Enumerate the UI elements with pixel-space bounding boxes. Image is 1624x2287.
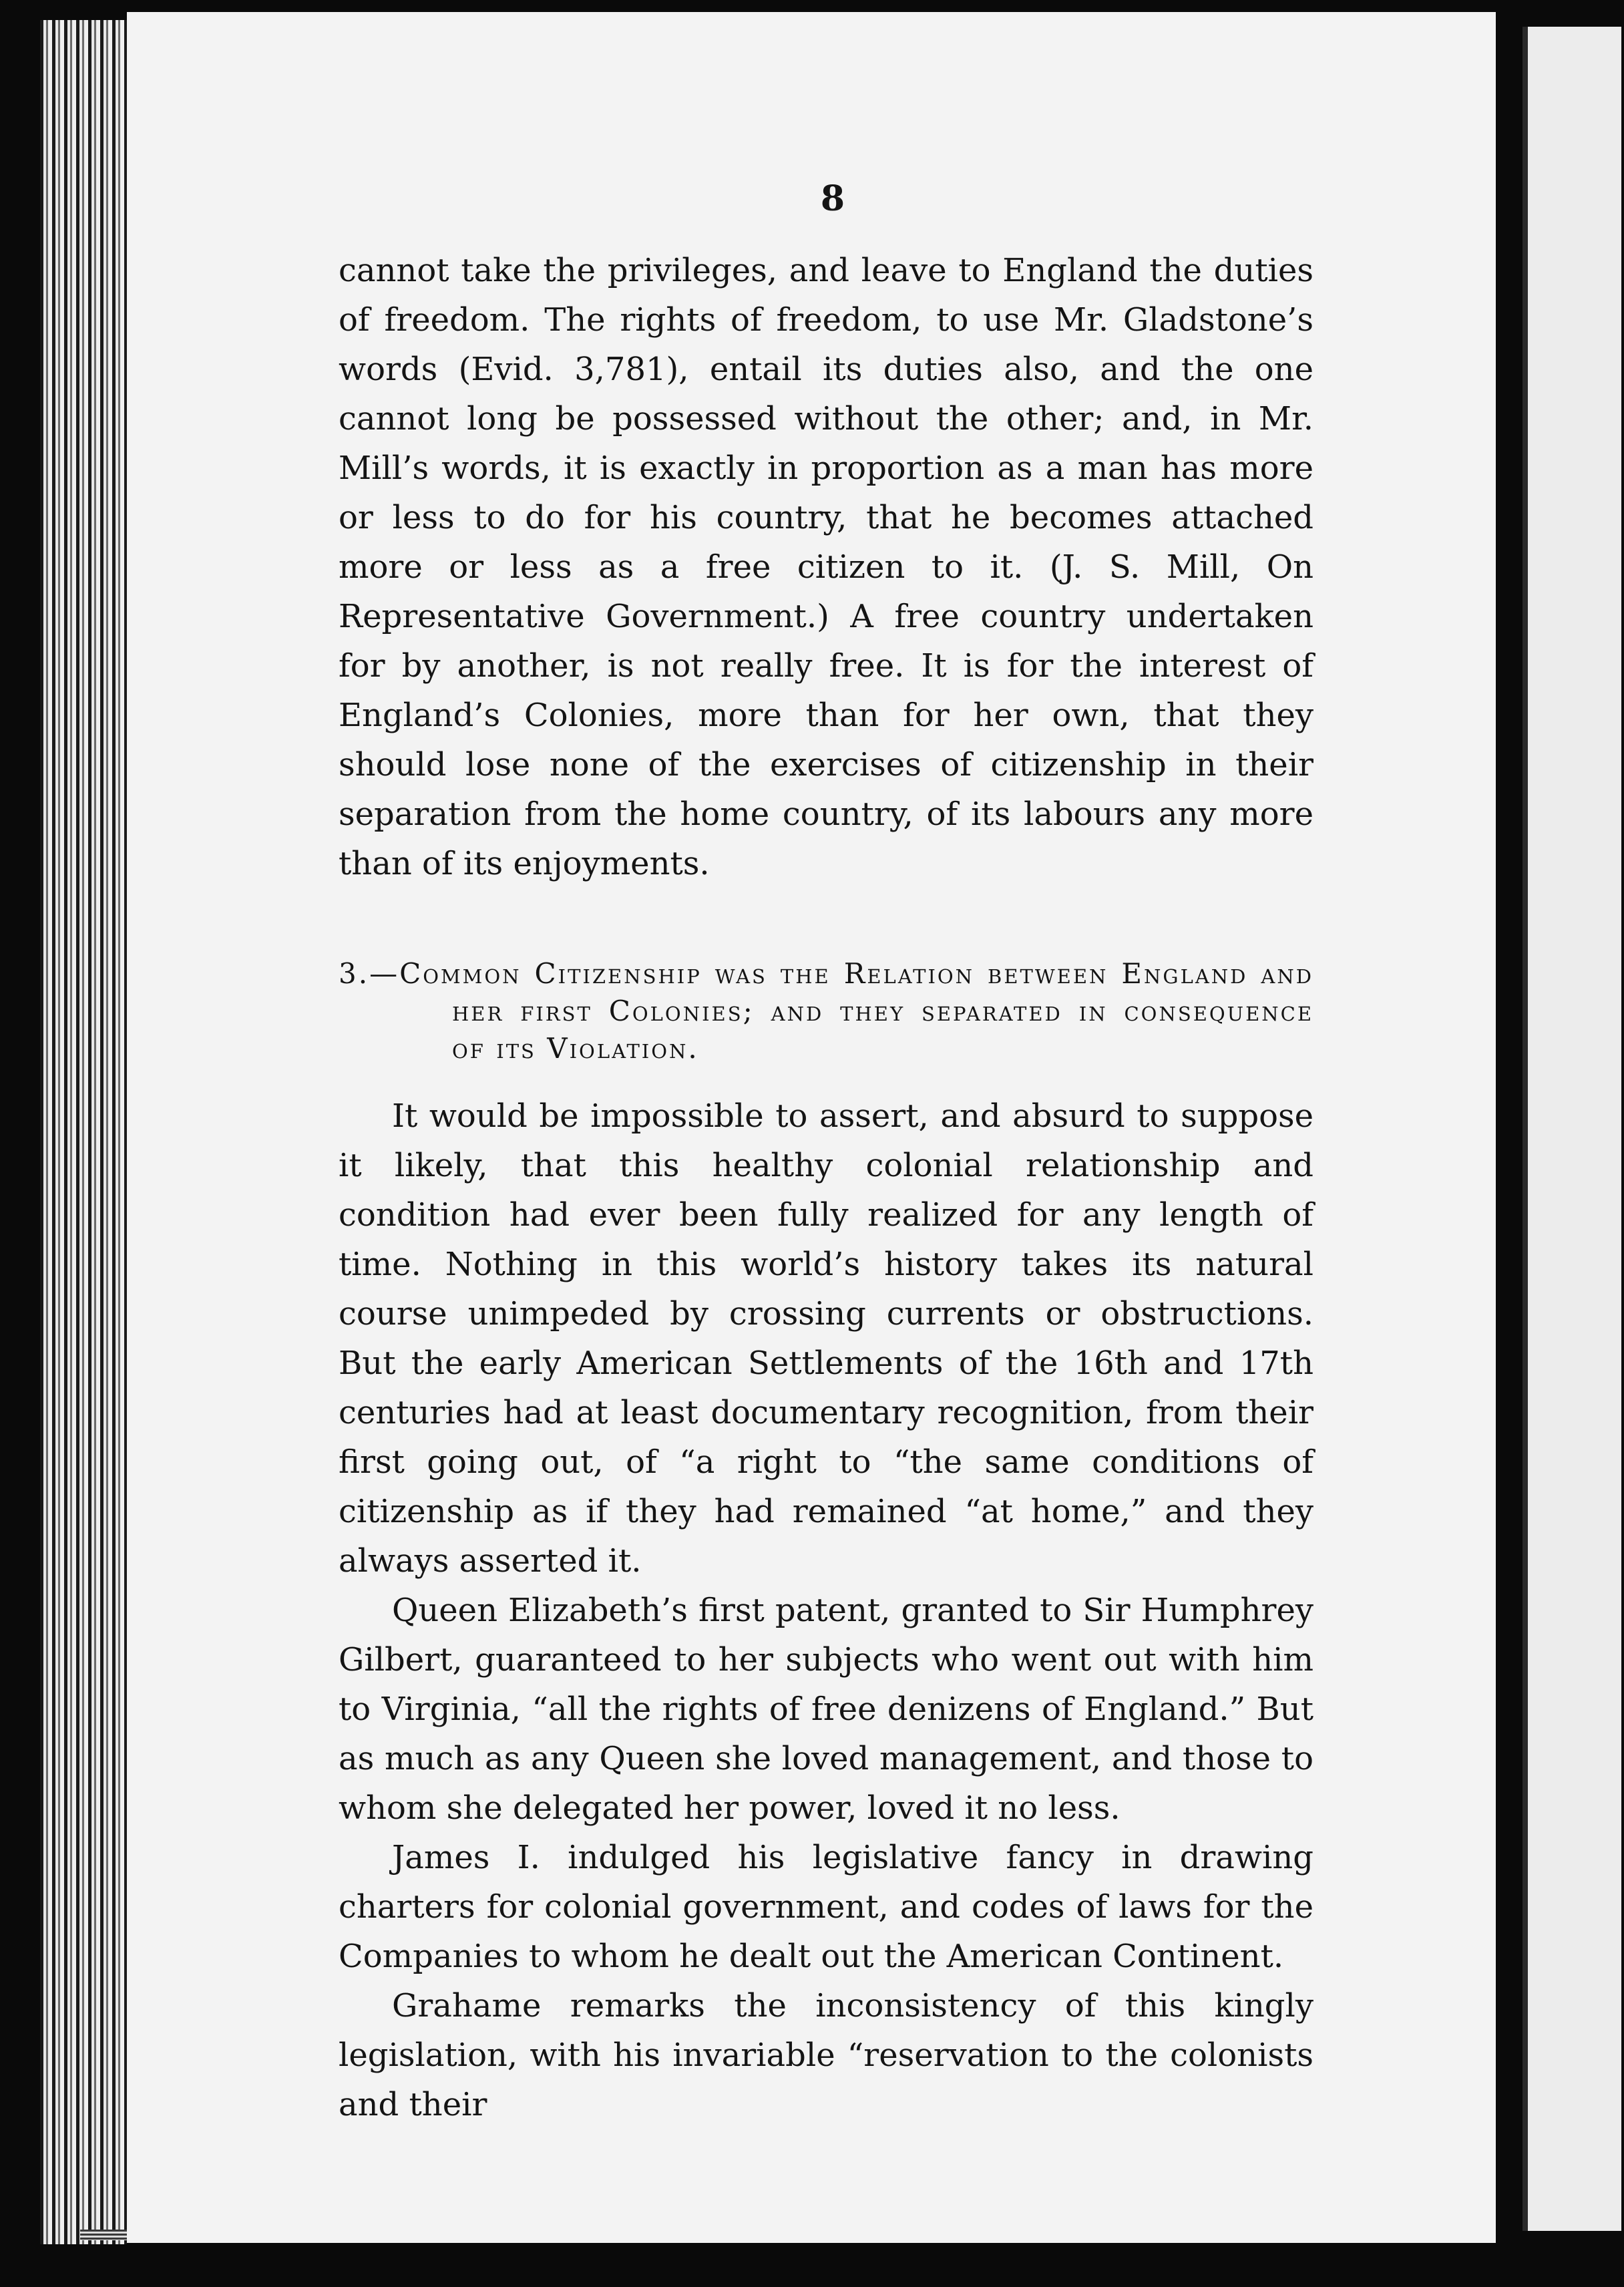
paragraph-5: Grahame remarks the inconsistency of this kingly legislation, with his invariable “reservation to the colonists and their (339, 1987, 1313, 2123)
page-text (339, 178, 1313, 2129)
paragraph-1 (339, 246, 1313, 888)
left-page-edges (40, 20, 127, 2244)
facing-page-edge (1522, 27, 1621, 2231)
section-heading: 3.—Common Citizenship was the Relation between England and her first Colonies; and they separated in consequence of its Violation. (339, 957, 1313, 1065)
paragraph-1-text: cannot take the privileges, and leave to England the duties of freedom. The rights of freedom, to use Mr. Gladstone’s words (Evid. 3,781), entail its duties also, and the one cannot long be possessed without the other; and, in Mr. Mill’s words, it is exactly in proportion as a man has more or less to do for his country, that he becomes attached more or less as a free citizen to it. (J. S. Mill, On Representative Government.) A free country undertaken for by another, is not really free. It is for the interest of England’s Colonies, more than for her own, that they should lose none of the exercises of citizenship in their separation from the home country, of its labours any more than of its enjoyments. (339, 252, 1313, 882)
paragraph-2: It would be impossible to assert, and absurd to suppose it likely, that this healthy colonial relationship and condition had ever been fully realized for any length of time. Nothing in this world’s history takes its natural course unimpeded by crossing currents or obstructions. But the early American Settlements of the 16th and 17th centuries had at least documentary recognition, from their first going out, of “a right to “the same conditions of citizenship as if they had remained “at home,” and they always asserted it. (339, 1097, 1313, 1580)
gutter (1496, 0, 1522, 2287)
paragraph-4: James I. indulged his legislative fancy in drawing charters for colonial government, and codes of laws for the Companies to whom he dealt out the American Continent. (339, 1839, 1313, 1975)
page-number: 8 (820, 178, 845, 219)
paragraph-3: Queen Elizabeth’s first patent, granted to Sir Humphrey Gilbert, guaranteed to her subjects who went out with him to Virginia, “all the rights of free denizens of England.” But as much as any Queen she loved management, and those to whom she delegated her power, loved it no less. (339, 1592, 1313, 1827)
